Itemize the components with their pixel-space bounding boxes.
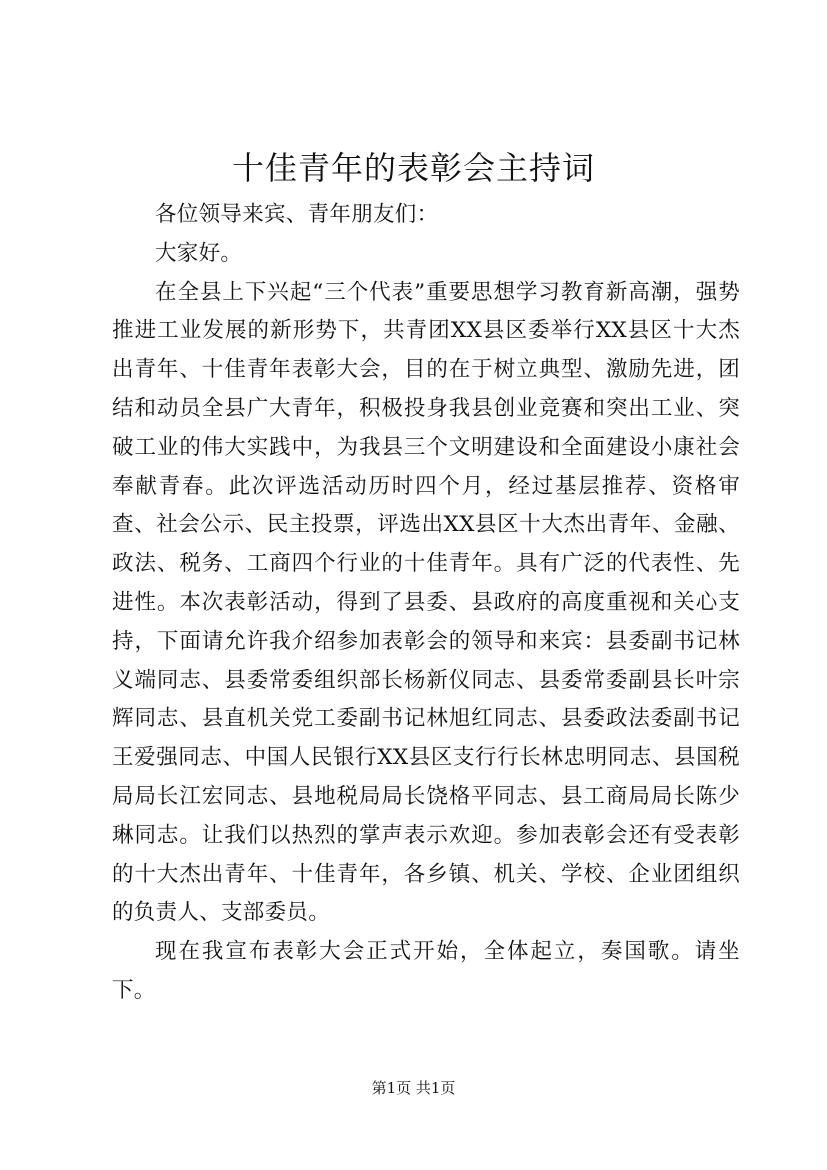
page-number-label: 第1页 共1页 [371, 1079, 456, 1097]
document-title: 十佳青年的表彰会主持词 [231, 149, 595, 187]
paragraph-salutation: 各位领导来宾、青年朋友们： [155, 202, 439, 227]
paragraph-closing: 现在我宣布表彰大会正式开始，全体起立，奏国歌。请坐下。 [112, 939, 740, 1003]
page-footer [0, 1078, 827, 1098]
paragraph-greeting: 大家好。 [155, 240, 243, 266]
document-body [112, 196, 740, 1011]
paragraph-main: 在全县上下兴起“三个代表”重要思想学习教育新高潮，强势推进工业发展的新形势下，共青团XX县区委举行XX县区十大杰出青年、十佳青年表彰大会，目的在于树立典型、激励先进，团结和动员全县广大青年，积极投身我县创业竞赛和突出工业、突破工业的伟大实践中，为我县三个文明建设和全面建设小康社会奉献青春。此次评选活动历时四个月，经过基层推荐、资格审查、社会公示、民主投票，评选出XX县区十大杰出青年、金融、政法、税务、工商四个行业的十佳青年。具有广泛的代表性、先进性。本次表彰活动，得到了县委、县政府的高度重视和关心支持，下面请允许我介绍参加表彰会的领导和来宾：县委副书记林义端同志、县委常委组织部长杨新仪同志、县委常委副县长叶宗辉同志、县直机关党工委副书记林旭红同志、县委政法委副书记王爱强同志、中国人民银行XX县区支行行长林忠明同志、县国税局局长江宏同志、县地税局局长饶格平同志、县工商局局长陈少琳同志。让我们以热烈的掌声表示欢迎。参加表彰会还有受表彰的十大杰出青年、十佳青年，各乡镇、机关、学校、企业团组织的负责人、支部委员。 [112, 279, 740, 926]
